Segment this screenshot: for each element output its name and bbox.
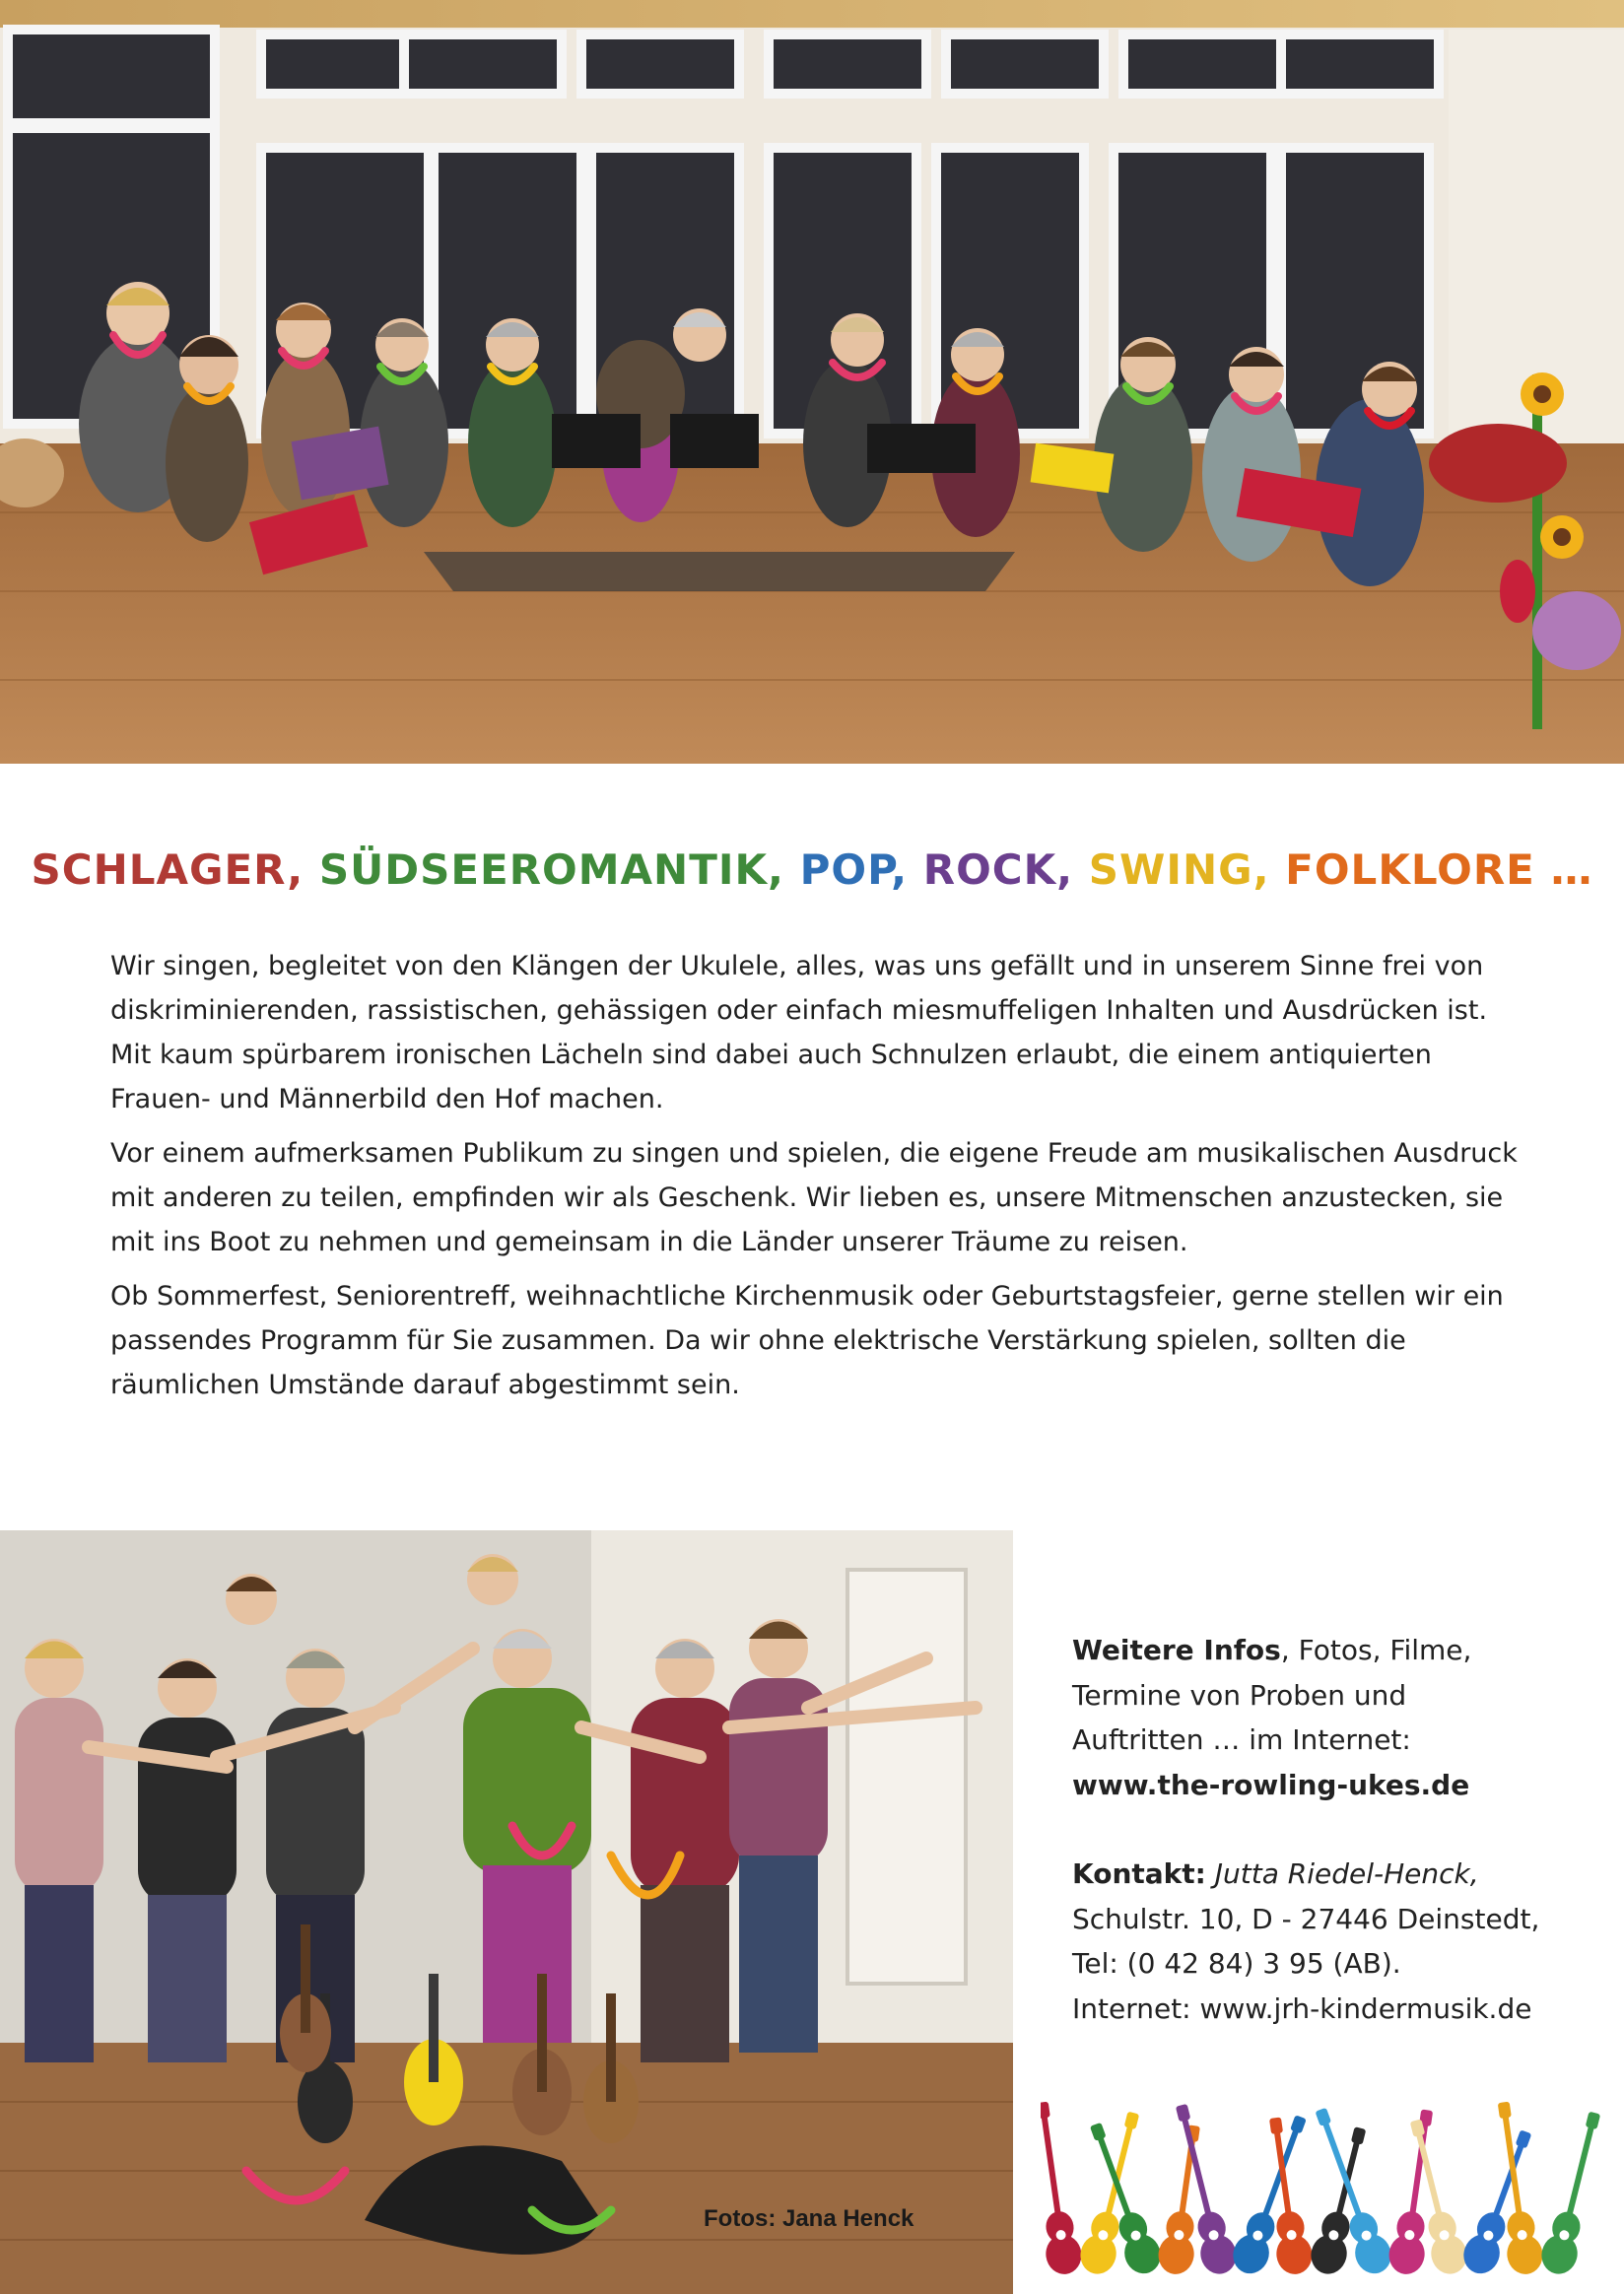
- ukulele-icon: [1041, 2100, 1084, 2276]
- info-line2: Termine von Proben und: [1072, 1678, 1407, 1712]
- headline-part: SCHLAGER,: [31, 845, 319, 894]
- contact-internet[interactable]: Internet: www.jrh-kindermusik.de: [1072, 1991, 1532, 2025]
- headline-part: FOLKLORE …: [1285, 845, 1593, 894]
- contact-info: [1072, 1628, 1604, 2031]
- headline-genres: [0, 845, 1624, 894]
- info-lead: [1072, 1628, 1604, 1673]
- contact-name: Jutta Riedel-Henck,: [1214, 1857, 1479, 1890]
- contact-phone: Tel: (0 42 84) 3 95 (AB).: [1072, 1947, 1401, 1980]
- info-lead-rest: , Fotos, Filme,: [1280, 1634, 1472, 1666]
- contact-address: Schulstr. 10, D - 27446 Deinstedt,: [1072, 1902, 1540, 1935]
- info-lead-bold: Weitere Infos: [1072, 1634, 1281, 1666]
- group-photo-pointing: [0, 1530, 1013, 2294]
- paragraph-audience: Vor einem aufmerksamen Publikum zu singen und spielen, die eigene Freude am musikalischen Ausdruck mit anderen zu teilen, empfinden wir als Geschenk. Wir lieben es, unsere Mitmenschen anzustecken, sie mit ins Boot zu nehmen und gemeinsam in die Länder unserer Träume zu reisen.: [110, 1138, 1518, 1257]
- contact-label: Kontakt:: [1072, 1857, 1206, 1890]
- headline-part: SWING,: [1088, 845, 1286, 894]
- ukulele-illustration-row: [1041, 2097, 1604, 2284]
- headline-part: ROCK,: [922, 845, 1089, 894]
- contact-line: [1072, 1852, 1604, 1897]
- website-link-text[interactable]: www.the-rowling-ukes.de: [1072, 1768, 1470, 1801]
- photo-credit: Fotos: Jana Henck: [704, 2205, 914, 2232]
- headline-part: POP,: [799, 845, 923, 894]
- description-text: [110, 944, 1520, 1417]
- paragraph-repertoire: Wir singen, begleitet von den Klängen der Ukulele, alles, was uns gefällt und in unserem Sinne frei von diskriminierenden, rassistischen, gehässigen oder einfach miesmuffeligen Inhalten und Ausdrücken ist. Mit kaum spürbarem ironischen Lächeln sind dabei auch Schnulzen erlaubt, die einem antiquierten Frauen- und Männerbild den Hof machen.: [110, 951, 1488, 1114]
- info-line3: Auftritten … im Internet:: [1072, 1723, 1411, 1756]
- headline-part: SÜDSEEROMANTIK,: [318, 845, 800, 894]
- group-photo-rehearsal: [0, 0, 1624, 764]
- paragraph-events: Ob Sommerfest, Seniorentreff, weihnachtliche Kirchenmusik oder Geburtstagsfeier, gerne stellen wir ein passendes Programm für Sie zusammen. Da wir ohne elektrische Verstärkung spielen, sollten die räumlichen Umstände darauf abgestimmt sein.: [110, 1281, 1504, 1400]
- ukulele-icon: [1537, 2109, 1604, 2278]
- website-link[interactable]: [1072, 1763, 1604, 1808]
